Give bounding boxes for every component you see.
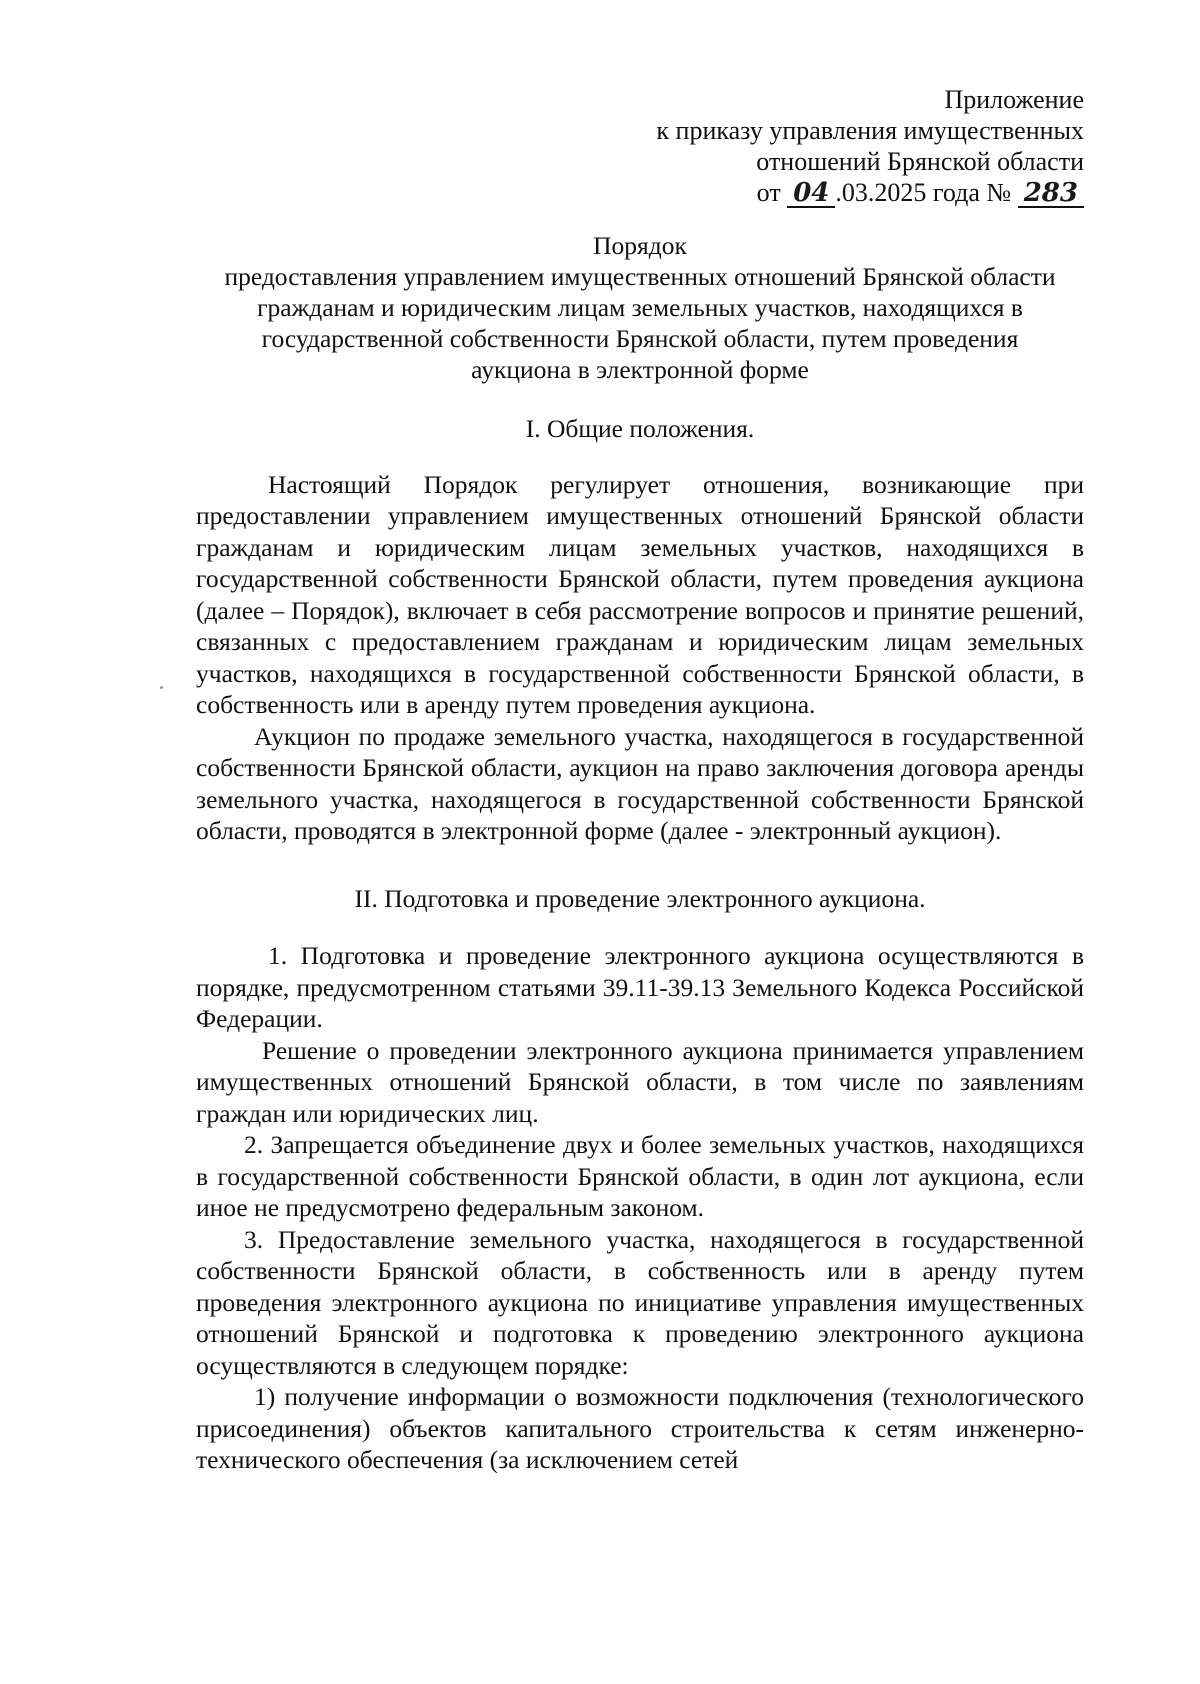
appendix-date-line	[196, 177, 1084, 208]
section-1-paragraph-2: Аукцион по продаже земельного участка, находящегося в государственной собственности Брянской области, аукцион на право заключения договора аренды земельного участка, находящегося в государственной собственности Брянской области, проводятся в электронной форме (далее - электронный аукцион).	[196, 721, 1084, 845]
title-line-2: предоставления управлением имущественных отношений Брянской области	[224, 262, 1056, 291]
handwritten-order-number: 283	[1018, 180, 1084, 208]
title-line-4: государственной собственности Брянской области, путем проведения	[261, 324, 1019, 353]
margin-mark	[160, 686, 163, 689]
section-1-paragraph-1: Настоящий Порядок регулирует отношения, возникающие при предоставлении управлением имущественных отношений Брянской области гражданам и юридическим лицам земельных участков, находящихся в государственной собственности Брянской области, путем проведения аукциона (далее – Порядок), включает в себя рассмотрение вопросов и принятие решений, связанных с предоставлением гражданам и юридическим лицам земельных участков, находящихся в государственной собственности Брянской области, в собственность или в аренду путем проведения аукциона.	[196, 469, 1084, 719]
section-2-paragraph-5: 1) получение информации о возможности подключения (технологического присоединения) объектов капитального строительства к сетям инженерно-технического обеспечения (за исключением сетей	[196, 1382, 1084, 1474]
document-title	[196, 230, 1084, 385]
appendix-label: Приложение	[944, 85, 1084, 114]
document-page	[196, 84, 1084, 1476]
section-2-paragraph-2: Решение о проведении электронного аукциона принимается управлением имущественных отношений Брянской области, в том числе по заявлениям граждан или юридических лиц.	[196, 1035, 1084, 1128]
appendix-header	[196, 84, 1084, 208]
section-2-paragraph-4: 3. Предоставление земельного участка, находящегося в государственной собственности Брянской области, в собственность или в аренду путем проведения электронного аукциона по инициативе управления имущественных отношений Брянской и подготовка к проведению электронного аукциона осуществляются в следующем порядке:	[196, 1224, 1084, 1380]
section-2-paragraph-3: 2. Запрещается объединение двух и более земельных участков, находящихся в государственной собственности Брянской области, в один лот аукциона, если иное не предусмотрено федеральным законом.	[196, 1130, 1084, 1222]
title-line-5: аукциона в электронной форме	[471, 355, 809, 384]
appendix-order-line: к приказу управления имущественных	[656, 116, 1084, 145]
handwritten-day: 04	[787, 180, 835, 208]
date-prefix: от	[756, 178, 781, 207]
title-line-1: Порядок	[593, 231, 687, 260]
section-2-paragraph-1: 1. Подготовка и проведение электронного аукциона осуществляются в порядке, предусмотренном статьями 39.11-39.13 Земельного Кодекса Российской Федерации.	[196, 941, 1084, 1033]
section-2-heading: II. Подготовка и проведение электронного аукциона.	[354, 883, 926, 913]
date-rest: .03.2025 года №	[835, 178, 1012, 207]
section-1-heading: I. Общие положения.	[525, 414, 755, 443]
appendix-authority-line: отношений Брянской области	[756, 147, 1084, 176]
title-line-3: гражданам и юридическим лицам земельных участков, находящихся в	[257, 293, 1023, 322]
